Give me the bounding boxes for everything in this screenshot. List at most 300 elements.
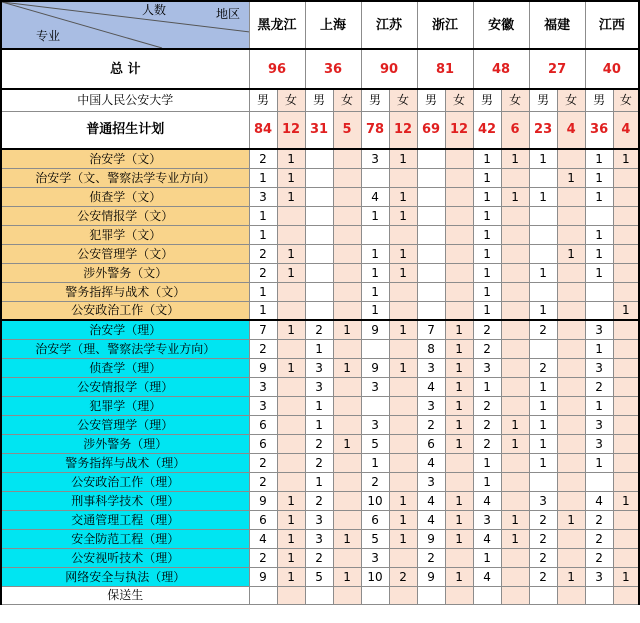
quota-cell [389,396,417,415]
quota-cell [445,282,473,301]
quota-cell: 2 [249,263,277,282]
quota-cell [277,434,305,453]
quota-cell [501,263,529,282]
quota-cell [501,548,529,567]
quota-cell: 1 [333,529,361,548]
quota-cell: 1 [361,453,389,472]
gender-male-label: 男 [585,89,613,111]
major-name: 犯罪学（理） [1,396,249,415]
quota-cell [305,187,333,206]
quota-cell [557,396,585,415]
quota-cell: 1 [361,301,389,320]
header-row [1,1,639,49]
quota-cell: 9 [417,567,445,586]
quota-cell [305,168,333,187]
quota-cell [361,339,389,358]
quota-cell: 6 [361,510,389,529]
quota-cell: 1 [445,529,473,548]
quota-cell [613,510,639,529]
table-row [1,282,639,301]
quota-cell [333,225,361,244]
quota-cell [557,282,585,301]
quota-cell [305,244,333,263]
quota-cell: 3 [305,358,333,377]
major-name: 公安政治工作（理） [1,472,249,491]
quota-cell [389,168,417,187]
quota-cell: 2 [305,320,333,339]
quota-cell [305,206,333,225]
major-name: 侦查学（理） [1,358,249,377]
quota-cell: 1 [473,453,501,472]
quota-cell [529,472,557,491]
total-value: 96 [249,49,305,89]
quota-cell [501,472,529,491]
quota-cell: 3 [529,491,557,510]
gender-male-label: 男 [305,89,333,111]
quota-cell [501,168,529,187]
quota-cell [389,415,417,434]
quota-cell [557,415,585,434]
quota-cell [557,320,585,339]
quota-cell [613,358,639,377]
quota-cell: 9 [361,358,389,377]
quota-cell [501,339,529,358]
gender-female-label: 女 [445,89,473,111]
quota-cell: 1 [529,301,557,320]
table-row [1,491,639,510]
quota-cell: 6 [417,434,445,453]
general-plan-value: 36 [585,111,613,149]
quota-cell: 2 [305,548,333,567]
quota-cell: 1 [585,187,613,206]
quota-cell [445,206,473,225]
quota-cell [529,206,557,225]
quota-cell [529,339,557,358]
quota-cell: 9 [417,529,445,548]
quota-cell: 3 [249,377,277,396]
quota-cell [557,339,585,358]
quota-cell: 5 [361,529,389,548]
quota-cell [557,548,585,567]
quota-cell: 1 [529,149,557,168]
quota-cell: 3 [305,510,333,529]
quota-cell: 1 [529,396,557,415]
quota-cell [445,168,473,187]
quota-cell [249,586,277,604]
table-row [1,168,639,187]
quota-cell [445,244,473,263]
quota-cell: 1 [277,510,305,529]
table-row [1,149,639,168]
quota-cell: 1 [445,434,473,453]
quota-cell: 2 [249,244,277,263]
quota-cell: 1 [333,358,361,377]
quota-cell: 1 [277,187,305,206]
quota-cell: 2 [473,434,501,453]
table-row [1,529,639,548]
table-row [1,415,639,434]
quota-cell [389,472,417,491]
quota-cell: 4 [361,187,389,206]
quota-cell [613,206,639,225]
quota-cell [557,301,585,320]
total-value: 27 [529,49,585,89]
general-plan-value: 69 [417,111,445,149]
quota-cell: 2 [249,339,277,358]
quota-cell: 2 [529,529,557,548]
quota-cell: 1 [473,168,501,187]
quota-cell [585,472,613,491]
table-row [1,339,639,358]
quota-cell: 1 [585,453,613,472]
quota-cell [557,472,585,491]
quota-cell [333,453,361,472]
quota-cell: 1 [529,187,557,206]
quota-cell: 3 [585,434,613,453]
province-anhui: 安徽 [473,1,529,49]
quota-cell: 1 [529,415,557,434]
province-jiangxi: 江西 [585,1,639,49]
quota-cell [305,301,333,320]
quota-cell: 1 [557,510,585,529]
quota-cell: 1 [361,263,389,282]
quota-cell: 2 [473,415,501,434]
table-row [1,396,639,415]
quota-cell: 1 [473,472,501,491]
quota-cell: 4 [473,529,501,548]
general-plan-value: 6 [501,111,529,149]
quota-cell [277,453,305,472]
major-name: 公安管理学（理） [1,415,249,434]
quota-cell: 1 [277,529,305,548]
quota-cell [361,225,389,244]
quota-cell [501,491,529,510]
quota-cell: 2 [585,377,613,396]
quota-cell: 1 [529,377,557,396]
quota-cell: 1 [389,510,417,529]
major-name: 侦查学（文） [1,187,249,206]
quota-cell [445,548,473,567]
quota-cell [417,187,445,206]
general-plan-value: 84 [249,111,277,149]
table-row [1,244,639,263]
quota-cell [305,149,333,168]
quota-cell: 1 [445,491,473,510]
table-row [1,510,639,529]
quota-cell: 3 [585,415,613,434]
total-value: 40 [585,49,639,89]
quota-cell [445,586,473,604]
major-name: 治安学（文、警察法学专业方向） [1,168,249,187]
quota-cell: 1 [501,510,529,529]
quota-cell [613,244,639,263]
quota-cell: 1 [361,282,389,301]
quota-cell: 2 [473,396,501,415]
quota-cell [613,586,639,604]
quota-cell: 1 [613,491,639,510]
quota-cell: 3 [361,377,389,396]
quota-cell [473,586,501,604]
quota-cell [557,149,585,168]
quota-cell: 1 [473,225,501,244]
quota-cell [613,168,639,187]
quota-cell [333,510,361,529]
quota-cell: 4 [417,491,445,510]
quota-cell: 1 [277,263,305,282]
quota-cell: 1 [333,320,361,339]
quota-cell [333,586,361,604]
quota-cell: 3 [249,396,277,415]
quota-cell: 3 [417,472,445,491]
quota-cell [557,434,585,453]
quota-cell: 1 [557,567,585,586]
quota-cell: 4 [417,510,445,529]
quota-cell: 1 [501,529,529,548]
general-plan-value: 78 [361,111,389,149]
quota-cell: 2 [249,149,277,168]
quota-cell [529,168,557,187]
major-name: 治安学（理、警察法学专业方向） [1,339,249,358]
quota-cell: 1 [529,453,557,472]
quota-cell [417,301,445,320]
quota-cell: 1 [305,396,333,415]
general-plan-value: 23 [529,111,557,149]
quota-cell: 1 [445,377,473,396]
quota-cell: 3 [585,567,613,586]
quota-cell: 1 [501,187,529,206]
quota-cell [613,339,639,358]
table-row [1,586,639,604]
quota-cell [277,301,305,320]
quota-cell: 3 [417,358,445,377]
quota-cell: 4 [417,377,445,396]
corner-label-count: 人数 [142,3,167,17]
quota-cell [585,301,613,320]
quota-cell: 9 [361,320,389,339]
total-value: 81 [417,49,473,89]
quota-cell: 1 [445,396,473,415]
quota-cell: 1 [473,149,501,168]
quota-cell [305,586,333,604]
table-row [1,472,639,491]
quota-cell: 2 [585,548,613,567]
quota-cell: 5 [361,434,389,453]
quota-cell [333,377,361,396]
quota-cell [277,396,305,415]
quota-cell [389,225,417,244]
quota-cell [557,491,585,510]
quota-cell: 3 [585,358,613,377]
quota-cell [445,453,473,472]
major-name: 公安视听技术（理） [1,548,249,567]
quota-cell: 1 [501,415,529,434]
quota-cell [333,472,361,491]
table-row [1,206,639,225]
corner-label-major: 专业 [36,29,61,43]
quota-cell: 9 [249,567,277,586]
major-name: 治安学（理） [1,320,249,339]
major-name: 公安情报学（理） [1,377,249,396]
quota-cell: 1 [249,206,277,225]
quota-cell: 1 [249,225,277,244]
province-jiangsu: 江苏 [361,1,417,49]
quota-cell: 1 [249,168,277,187]
quota-cell: 7 [249,320,277,339]
totals-label: 总 计 [1,49,249,89]
general-plan-value: 12 [277,111,305,149]
quota-cell [501,206,529,225]
quota-cell: 3 [249,187,277,206]
table-row [1,320,639,339]
corner-label-region: 地区 [216,7,241,21]
quota-cell [333,206,361,225]
quota-cell: 1 [445,567,473,586]
quota-cell: 5 [305,567,333,586]
major-name: 犯罪学（文） [1,225,249,244]
totals-row [1,49,639,89]
quota-cell: 1 [277,168,305,187]
quota-cell [333,548,361,567]
quota-cell: 2 [529,358,557,377]
quota-cell [585,586,613,604]
quota-cell [501,320,529,339]
quota-cell [557,225,585,244]
quota-cell [277,586,305,604]
quota-cell [501,453,529,472]
quota-cell [277,377,305,396]
gender-female-label: 女 [613,89,639,111]
general-plan-value: 12 [389,111,417,149]
quota-cell: 1 [361,206,389,225]
gender-male-label: 男 [249,89,277,111]
quota-cell [417,206,445,225]
quota-cell [389,434,417,453]
quota-cell [613,377,639,396]
quota-cell [333,301,361,320]
quota-cell: 1 [501,434,529,453]
major-name: 涉外警务（文） [1,263,249,282]
quota-cell: 1 [473,244,501,263]
quota-cell [501,301,529,320]
major-name: 网络安全与执法（理） [1,567,249,586]
quota-cell: 2 [249,548,277,567]
quota-cell: 6 [249,415,277,434]
quota-cell [557,206,585,225]
quota-cell [417,586,445,604]
major-name: 警务指挥与战术（文） [1,282,249,301]
table-row [1,187,639,206]
quota-cell: 1 [473,377,501,396]
quota-cell [557,263,585,282]
quota-cell [333,187,361,206]
quota-cell: 3 [305,529,333,548]
table-row [1,453,639,472]
quota-cell: 3 [305,377,333,396]
quota-cell: 2 [305,434,333,453]
quota-cell: 1 [445,510,473,529]
quota-cell [501,282,529,301]
university-row [1,89,639,111]
quota-cell [333,339,361,358]
quota-cell [389,301,417,320]
quota-cell [501,358,529,377]
quota-cell [529,225,557,244]
quota-cell [277,282,305,301]
quota-cell [585,206,613,225]
major-name: 刑事科学技术（理） [1,491,249,510]
general-plan-value: 4 [613,111,639,149]
quota-cell: 6 [249,434,277,453]
quota-cell [613,415,639,434]
quota-cell [501,377,529,396]
quota-cell: 1 [613,301,639,320]
quota-cell: 1 [585,244,613,263]
quota-cell: 2 [529,567,557,586]
quota-cell [529,282,557,301]
table-row [1,548,639,567]
quota-cell: 1 [249,301,277,320]
quota-cell [305,282,333,301]
quota-cell: 1 [585,263,613,282]
quota-cell: 1 [389,206,417,225]
major-name: 警务指挥与战术（理） [1,453,249,472]
quota-cell: 1 [389,491,417,510]
table-row [1,225,639,244]
quota-cell: 4 [417,453,445,472]
province-zhejiang: 浙江 [417,1,473,49]
quota-cell [529,586,557,604]
quota-cell [277,415,305,434]
quota-cell: 9 [249,358,277,377]
quota-cell: 2 [585,529,613,548]
quota-cell [585,282,613,301]
quota-cell [333,415,361,434]
quota-cell: 10 [361,491,389,510]
quota-cell: 3 [361,415,389,434]
quota-cell: 2 [249,472,277,491]
major-name: 涉外警务（理） [1,434,249,453]
quota-cell: 1 [445,320,473,339]
table-row [1,377,639,396]
major-name: 治安学（文） [1,149,249,168]
quota-cell: 1 [361,244,389,263]
general-plan-row [1,111,639,149]
major-name: 公安政治工作（文） [1,301,249,320]
quota-cell: 1 [585,225,613,244]
province-shanghai: 上海 [305,1,361,49]
quota-cell [417,244,445,263]
quota-cell [361,396,389,415]
quota-cell: 6 [249,510,277,529]
quota-cell [613,529,639,548]
quota-cell [613,396,639,415]
quota-cell [613,187,639,206]
quota-cell: 2 [361,472,389,491]
quota-cell: 1 [473,548,501,567]
quota-cell [501,244,529,263]
quota-cell: 1 [277,244,305,263]
quota-cell: 1 [445,358,473,377]
major-name: 保送生 [1,586,249,604]
quota-cell [613,548,639,567]
major-name: 安全防范工程（理） [1,529,249,548]
general-plan-label: 普通招生计划 [1,111,249,149]
major-name: 交通管理工程（理） [1,510,249,529]
quota-cell [417,149,445,168]
quota-cell: 3 [417,396,445,415]
general-plan-value: 4 [557,111,585,149]
quota-cell [361,168,389,187]
